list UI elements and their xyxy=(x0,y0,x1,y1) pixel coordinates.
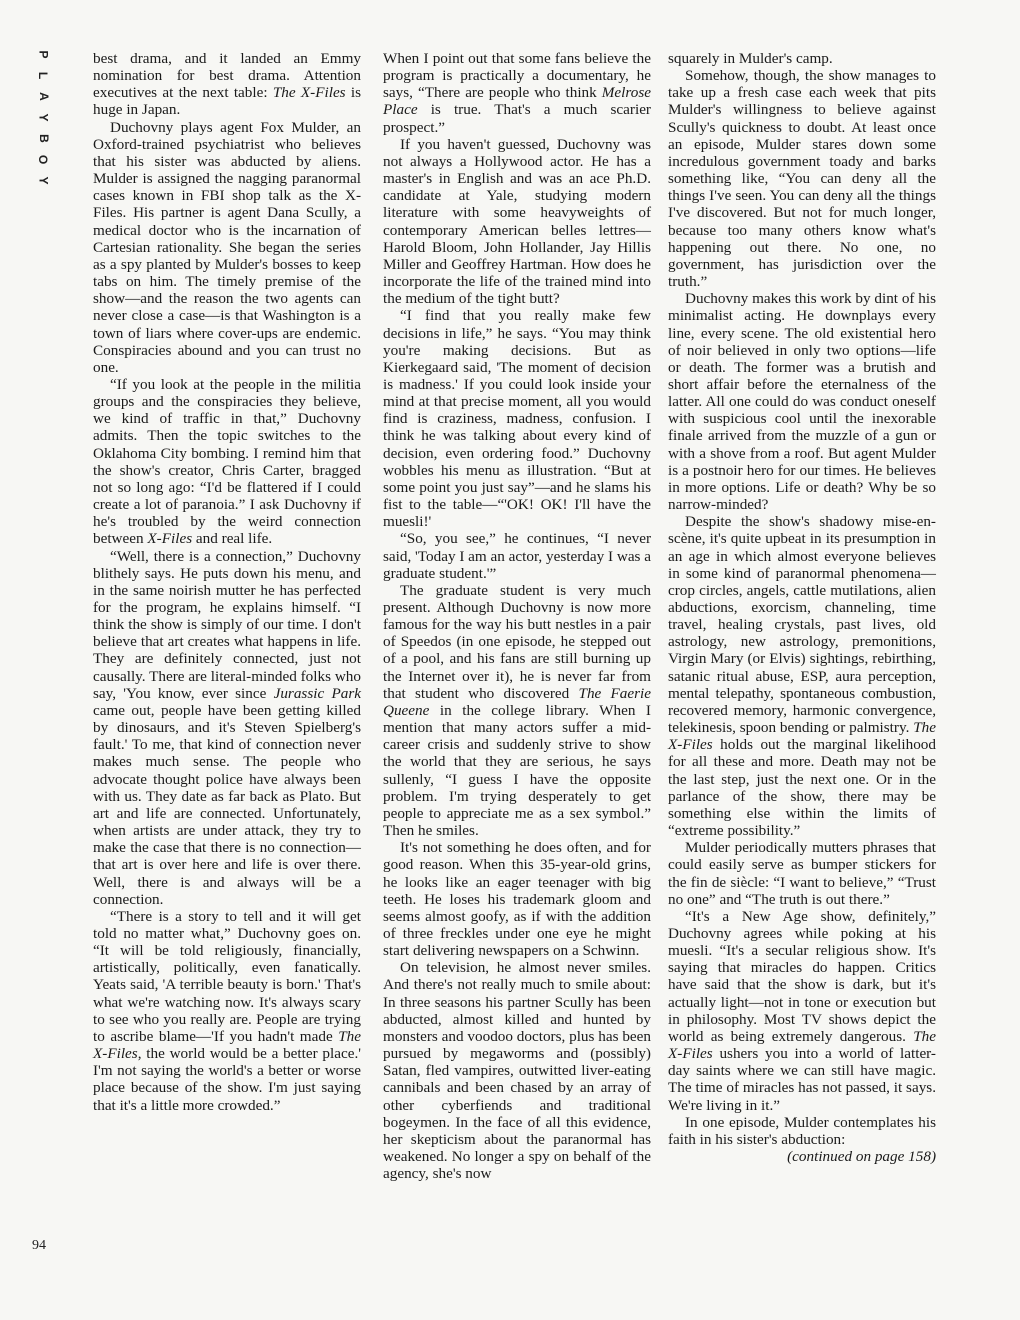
text-run: ushers you into a world of latter-day saints where we can still have magic. The time of miracles has not passed, it says. We're living in it.” xyxy=(668,1045,936,1114)
magazine-title-letter: A xyxy=(36,92,51,101)
article-paragraph xyxy=(93,119,361,376)
article-column-2 xyxy=(383,50,651,1182)
text-run: Duchovny makes this work by dint of his minimalist acting. He downplays every line, every scene. The old existential hero of noir believed in only two options—life or death. The former was a brutish and short affair before the eternalness of the latter. All one could do was conduct oneself with suspicious cool until the inexorable finale arrived from the muzzle of a gun or with a shove from a roof. But agent Mulder is a postnoir hero for our times. He believes in more options. Life or death? Why be so narrow-minded? xyxy=(668,290,936,514)
article-paragraph xyxy=(668,839,936,908)
text-run: Duchovny plays agent Fox Mulder, an Oxford-trained psychiatrist who believes that his sister was abducted by aliens. Mulder is assigned the nagging paranormal cases known in FBI shop talk as the X-Files. His partner is agent Dana Scully, a medical doctor who is the incarnation of Cartesian rationality. She began the series as a spy planted by Mulder's bosses to keep tabs on him. The timely premise of the show—and the reason the two agents can never close a case—is that Washington is a town of liars where cover-ups are endemic. Conspiracies abound and you can trust no one. xyxy=(93,118,361,376)
text-run: In one episode, Mulder contemplates his faith in his sister's abduction: xyxy=(668,1113,936,1148)
magazine-title-letter: B xyxy=(36,134,51,143)
text-run: “I find that you really make few decisions in life,” he says. “You may think you're making decisions. But as Kierkegaard said, 'The moment of decision is madness.' If you could look inside your mind at that precise moment, all you would find is craziness, madness, confusion. I think he was talking about every kind of decision, even ordering food.” Duchovny wobbles his menu as illustration. “But at some point you just say”—and he slams his fist to the table—“'OK! OK! I'll have the muesli!' xyxy=(383,307,651,531)
magazine-title-letter: Y xyxy=(36,176,51,185)
text-run: “It's a New Age show, definitely,” Duchovny agrees while poking at his muesli. “It's a secular religious show. It's saying that miracles do happen. Critics have said that the show is dark, but it's actually light—not in tone or execution but in philosophy. Most TV shows depict the world as being extremely dangerous. xyxy=(668,907,936,1045)
italic-title: Melrose Place xyxy=(383,84,651,119)
article-paragraph xyxy=(93,548,361,908)
italic-title: The X-Files xyxy=(272,84,346,102)
text-run: When I point out that some fans believe the program is practically a documentary, he says, “There are people who think xyxy=(383,50,651,102)
article-paragraph xyxy=(383,839,651,959)
text-run: squarely in Mulder's camp. xyxy=(668,50,833,67)
text-run: If you haven't guessed, Duchovny was not always a Hollywood actor. He has a master's in English and was an ace Ph.D. candidate at Yale, studying modern literature with some heavyweights of contemporary American belles lettres—Harold Bloom, John Hollander, Jay Hillis Miller and Geoffrey Hartman. How does he incorporate the life of the trained mind into the medium of the tight butt? xyxy=(383,135,651,308)
text-run: “So, you see,” he continues, “I never said, 'Today I am an actor, yesterday I was a graduate student.'” xyxy=(383,530,652,582)
text-run: Mulder periodically mutters phrases that could easily serve as bumper stickers for the fin de siècle: “I want to believe,” “Trust no one” and “The truth is out there.” xyxy=(668,839,936,908)
italic-title: Jurassic Park xyxy=(273,684,361,702)
article-paragraph xyxy=(383,530,651,581)
article-paragraph xyxy=(668,50,936,67)
article-paragraph xyxy=(383,959,651,1182)
article-column-3 xyxy=(668,50,936,1165)
text-run: , the world would be a better place.' I'm not saying the world's a better or worse place because of the show. I'm just saying that it's a little more crowded.” xyxy=(93,1045,361,1114)
article-paragraph xyxy=(383,307,651,530)
article-column-1 xyxy=(93,50,361,1114)
article-paragraph xyxy=(93,50,361,119)
article-paragraph xyxy=(668,1114,936,1148)
text-run: in the college library. When I mention that many actors suffer a mid-career crisis and suddenly strive to show the world that they are serious, he says sullenly, “I guess I have the opposite problem. I'm trying desperately to get people to appreciate me as a sex symbol.” Then he smiles. xyxy=(383,701,651,840)
article-paragraph xyxy=(93,376,361,548)
continued-note: (continued on page 158) xyxy=(787,1148,936,1165)
magazine-title-letter: Y xyxy=(36,113,51,122)
text-run: is huge in Japan. xyxy=(93,84,362,119)
article-paragraph xyxy=(668,513,936,839)
italic-title: The Faerie Queene xyxy=(383,684,651,719)
text-run: and real life. xyxy=(192,530,273,548)
article-paragraph xyxy=(668,290,936,513)
text-run: On television, he almost never smiles. And there's not really much to smile about: In three seasons his partner Scully has been abducted, almost killed and hunted by monsters and voodoo doctors, plus has been pursued by megaworms and (possibly) Satan, fled vampires, outwitted liver-eating cannibals and been chased by an array of other cyberfiends and traditional bogeymen. In the face of all this evidence, her skepticism about the paranormal has weakened. No longer a spy on behalf of the agency, she's now xyxy=(383,959,651,1183)
italic-title: The X-Files xyxy=(668,719,936,754)
text-run: came out, people have been getting killed by dinosaurs, and it's Steven Spielberg's fault.' To me, that kind of connection never makes much sense. The people who advocate thought police have always been with us. They date as far back as Plato. But art and life are connected. Unfortunately, when artists are under attack, they try to make the case that there is no connection—that art is over here and life is over there. Well, there is and always will be a connection. xyxy=(93,701,361,908)
italic-title: The X-Files xyxy=(668,1027,936,1063)
page-number: 94 xyxy=(32,1238,46,1253)
text-run: “Well, there is a connection,” Duchovny blithely says. He puts down his menu, and in the same noirish mutter he has perfected for the program, he explains himself. “I think the show is simply of our time. I don't believe that art creates what happens in life. They are definitely connected, just not causally. There are literal-minded folks who say, 'You know, ever since xyxy=(93,547,361,702)
text-run: “There is a story to tell and it will get told no matter what,” Duchovny goes on. “It will be told religiously, financially, artistically, politically, even fanatically. Yeats said, 'A terrible beauty is born.' That's what we're watching now. It's always scary to see who you really are. People are trying to ascribe blame—'If you hadn't made xyxy=(93,907,361,1045)
text-run: best drama, and it landed an Emmy nomination for best drama. Attention executives at the next table: xyxy=(93,50,361,102)
article-paragraph xyxy=(383,50,651,136)
text-run: holds out the marginal likelihood for all these and more. Death may not be the last step, just the next one. Or in the parlance of the show, there may be something else within the limits of “extreme possibility.” xyxy=(668,736,936,840)
italic-title: X-Files xyxy=(147,530,193,548)
magazine-title-letter: O xyxy=(36,154,51,165)
article-paragraph xyxy=(383,136,651,308)
magazine-title-letter: P xyxy=(36,50,51,59)
text-run: Somehow, though, the show manages to take up a fresh case each week that pits Mulder's willingness to believe against Scully's quickness to doubt. At least once an episode, Mulder stares down some incredulous government toady and barks something like, “You can deny all the things I've seen. You can deny all the things I've discovered. But not for much longer, because too many others know what's happening out there. No one, no government, has jurisdiction over the truth.” xyxy=(668,67,936,291)
article-paragraph xyxy=(668,67,936,290)
magazine-title-letter: L xyxy=(36,71,51,80)
text-run: Despite the show's shadowy mise-en-scène, it's quite upbeat in its presumption in an age in which almost everyone believes in some kind of paranormal phenomena—crop circles, angels, cattle mutilations, alien abductions, exorcism, channeling, time travel, healing crystals, past lives, old astrology, new astrology, premonitions, Virgin Mary (or Elvis) sightings, rebirthing, satanic ritual abuse, ESP, aura perception, mental telepathy, spontaneous combustion, recovered memory, harmonic convergence, telekinesis, spoon bending or palmistry. xyxy=(668,513,936,737)
text-run: It's not something he does often, and for good reason. When this 35-year-old grins, he looks like an eager teenager with big teeth. He loses his trademark gloom and seems almost goofy, as if with the addition of three freckles under one eye he might start delivering newspapers on a Schwinn. xyxy=(383,839,651,960)
article-paragraph xyxy=(383,582,651,839)
italic-title: The X-Files xyxy=(93,1027,361,1063)
article-paragraph xyxy=(668,908,936,1114)
magazine-side-title xyxy=(30,44,56,191)
text-run: is true. That's a much scarier prospect.” xyxy=(383,101,651,136)
article-paragraph xyxy=(93,908,361,1114)
text-run: The graduate student is very much present. Although Duchovny is now more famous for the way his butt nestles in a pair of Speedos (in one episode, he stepped out of a pool, and his fans are still burning up the Internet over it), he is never far from that student who discovered xyxy=(383,581,651,702)
text-run: “If you look at the people in the militia groups and the conspiracies they believe, we kind of traffic in that,” Duchovny admits. Then the topic switches to the Oklahoma City bombing. I remind him that the show's creator, Chris Carter, bragged not so long ago: “I'd be flattered if I could create a lot of paranoia.” I ask Duchovny if he's troubled by the weird connection between xyxy=(93,375,361,548)
